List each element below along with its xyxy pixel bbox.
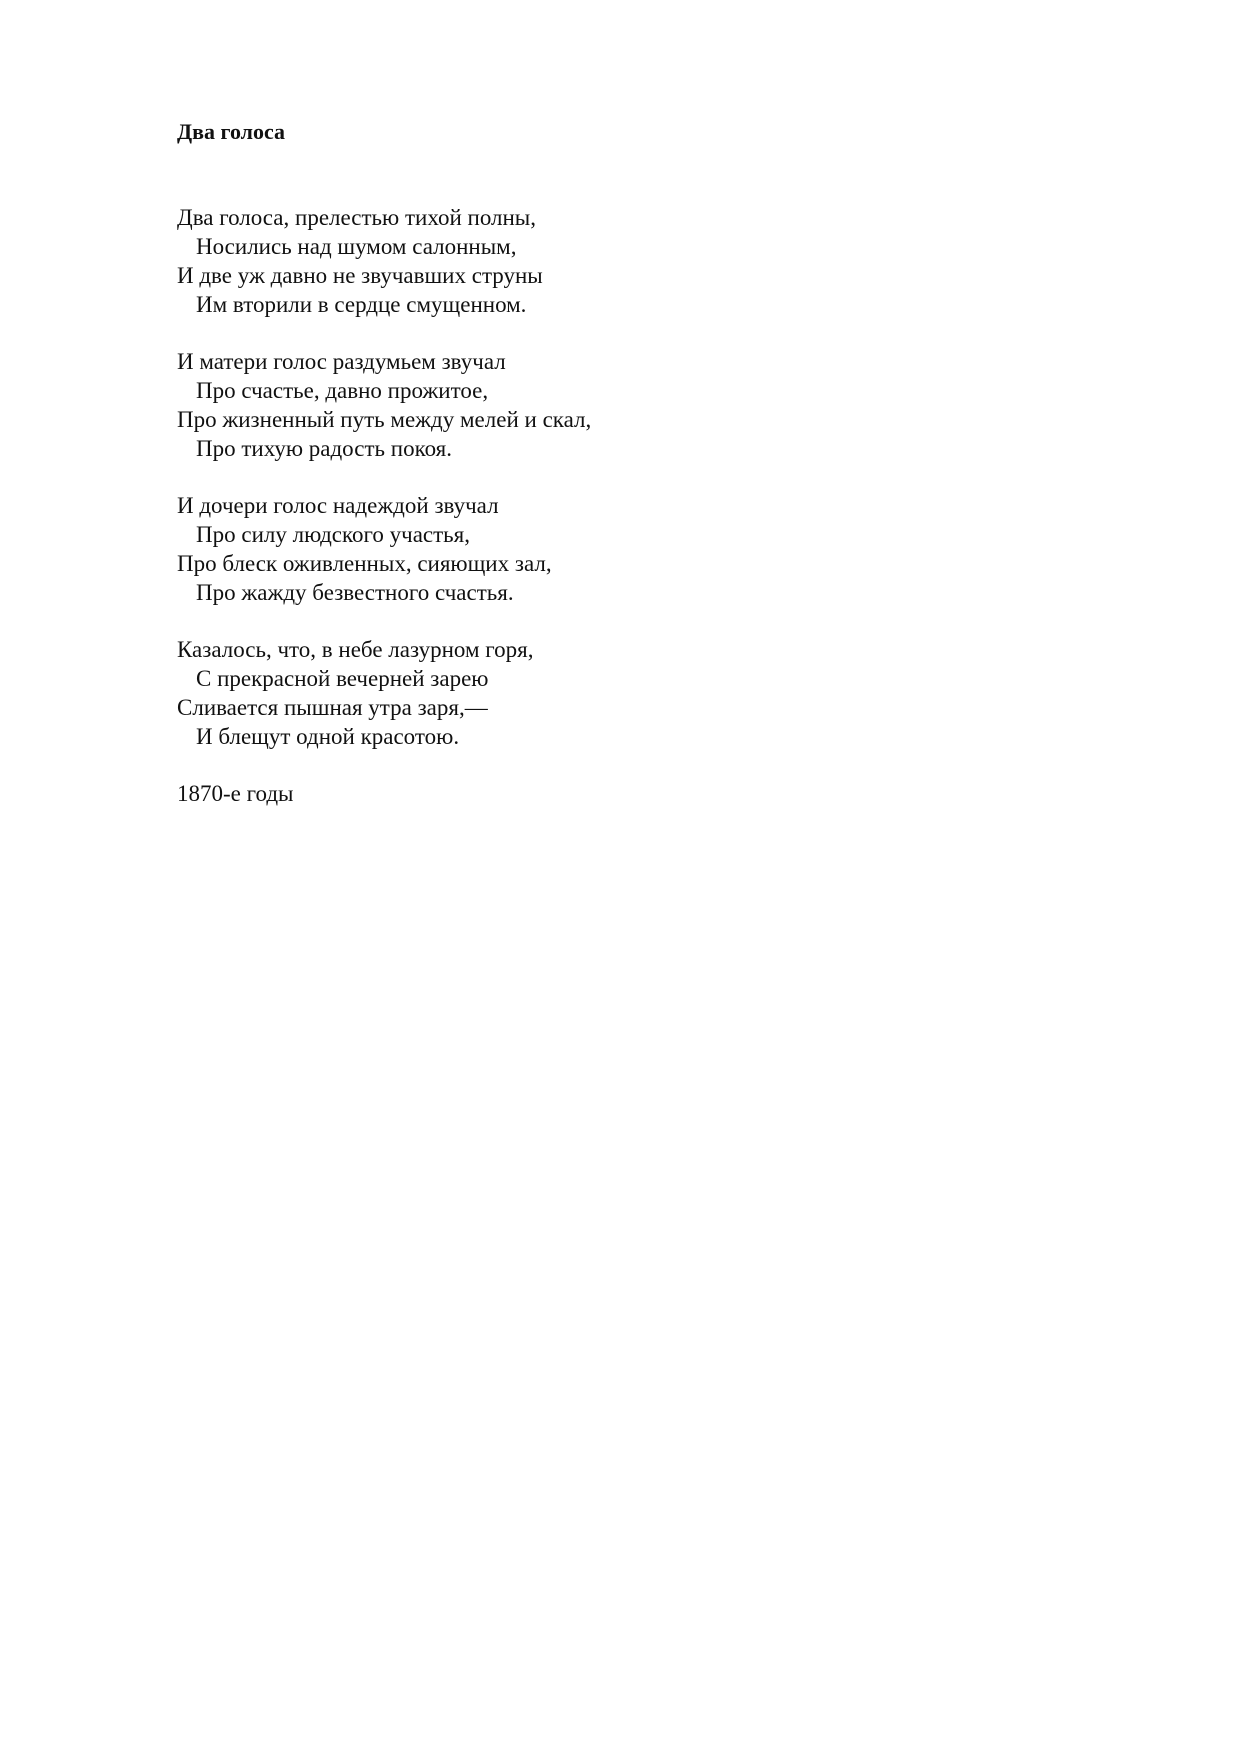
- poem-title: Два голоса: [177, 119, 286, 144]
- poem-line: Про тихую радость покоя.: [196, 436, 452, 461]
- poem-line: Про жизненный путь между мелей и скал,: [177, 407, 592, 432]
- poem-line: Про жажду безвестного счастья.: [196, 580, 514, 605]
- poem-line: Казалось, что, в небе лазурном горя,: [177, 637, 534, 662]
- poem-line: И две уж давно не звучавших струны: [177, 263, 543, 288]
- poem-line: Сливается пышная утра заря,—: [177, 695, 488, 720]
- poem-line: И блещут одной красотою.: [196, 724, 460, 749]
- stanza-2: [177, 347, 591, 463]
- poem-line: И дочери голос надеждой звучал: [177, 493, 499, 518]
- poem-line: Два голоса, прелестью тихой полны,: [177, 205, 537, 230]
- poem-line: Про счастье, давно прожитое,: [196, 378, 489, 403]
- stanza-3: [177, 491, 591, 607]
- poem-line: И матери голос раздумьем звучал: [177, 349, 506, 374]
- poem-line: Носились над шумом салонным,: [196, 234, 517, 259]
- stanza-4: [177, 635, 591, 751]
- poem-line: Про блеск оживленных, сияющих зал,: [177, 551, 552, 576]
- poem-body: [177, 203, 591, 808]
- poem-line: Им вторили в сердце смущенном.: [196, 292, 527, 317]
- stanza-1: [177, 203, 591, 319]
- poem-line: С прекрасной вечерней зарею: [196, 666, 489, 691]
- poem-date: 1870-е годы: [177, 781, 294, 806]
- poem-line: Про силу людского участья,: [196, 522, 470, 547]
